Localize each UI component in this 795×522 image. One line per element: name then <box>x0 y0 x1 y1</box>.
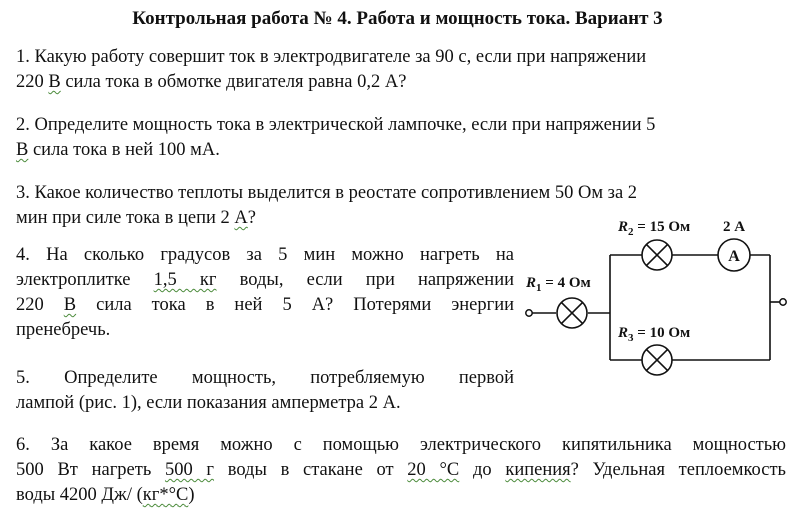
question-4 <box>16 243 514 343</box>
q3-current-unit: А <box>234 208 248 228</box>
question-6 <box>16 433 786 508</box>
question-4-line-3 <box>16 293 514 318</box>
question-2-line-1: 2. Определите мощность тока в электрической лампочке, если при напряжении 5 <box>16 115 656 135</box>
q4-rest: сила тока в ней 5 А? Потерями энергии <box>76 295 515 315</box>
lamp-r3-icon <box>642 345 672 375</box>
q6-l3-post: ) <box>188 485 195 505</box>
q3-pre: мин при силе тока в цепи 2 <box>16 208 235 228</box>
r1-label: $R_1 = 4$ Ом <box>526 275 591 294</box>
question-4-line-1: 4. На сколько градусов за 5 мин можно нагреть на <box>16 245 514 265</box>
q6-boiling: кипения <box>505 460 571 480</box>
q4-voltage-number: 220 <box>16 295 64 315</box>
r3-label: $R_3 = 10$ Ом <box>618 325 691 344</box>
q4-post: воды, если при напряжении <box>216 270 514 290</box>
question-5 <box>16 366 514 416</box>
question-5-line-1: 5. Определите мощность, потребляемую первой <box>16 368 514 388</box>
q6-heat-unit: кг*°С <box>142 485 189 505</box>
q6-l3-pre: воды 4200 Дж/ ( <box>16 485 143 505</box>
question-1-line-1: 1. Какую работу совершит ток в электродвигателе за 90 с, если при напряжении <box>16 47 647 67</box>
question-1-line-2 <box>16 70 786 95</box>
page-title: Контрольная работа № 4. Работа и мощность тока. Вариант 3 <box>132 8 663 29</box>
ammeter-reading-label: 2 А <box>722 219 746 235</box>
q6-pre: 500 Вт нагреть <box>16 460 165 480</box>
q6-mass: 500 г <box>164 460 215 480</box>
q2-rest: сила тока в ней 100 мА. <box>28 140 220 160</box>
input-terminal-icon <box>526 310 532 316</box>
question-6-line-2 <box>16 458 786 483</box>
q4-pre: электроплитке <box>16 270 154 290</box>
question-2 <box>16 113 786 163</box>
question-6-line-1: 6. За какое время можно с помощью электрического кипятильника мощностью <box>16 435 786 455</box>
q4-voltage-unit: В <box>63 295 77 315</box>
question-5-line-2: лампой (рис. 1), если показания амперметра 2 А. <box>16 393 401 413</box>
q1-voltage-unit: В <box>48 72 61 92</box>
q3-post: ? <box>247 208 256 228</box>
q2-voltage-unit: В <box>16 140 29 160</box>
question-2-line-2 <box>16 138 786 163</box>
question-1 <box>16 45 786 95</box>
circuit-diagram <box>522 205 790 390</box>
lamp-r2-icon <box>642 240 672 270</box>
question-4-line-4: пренебречь. <box>16 320 111 340</box>
q6-mid2: до <box>459 460 506 480</box>
q4-mass: 1,5 кг <box>153 270 217 290</box>
r2-label: $R_2 = 15$ Ом <box>618 219 691 238</box>
q6-mid1: воды в стакане от <box>214 460 408 480</box>
ammeter-symbol: A <box>728 248 740 265</box>
output-terminal-icon <box>780 299 786 305</box>
question-6-line-3 <box>16 483 786 508</box>
q1-rest: сила тока в обмотке двигателя равна 0,2 А? <box>60 72 407 92</box>
q6-post: ? Удельная теплоемкость <box>570 460 786 480</box>
question-4-line-2 <box>16 268 514 293</box>
q1-voltage-number: 220 <box>16 72 49 92</box>
question-3-line-1: 3. Какое количество теплоты выделится в реостате сопротивлением 50 Ом за 2 <box>16 183 638 203</box>
lamp-r1-icon <box>557 298 587 328</box>
q6-temperature: 20 °С <box>407 460 460 480</box>
